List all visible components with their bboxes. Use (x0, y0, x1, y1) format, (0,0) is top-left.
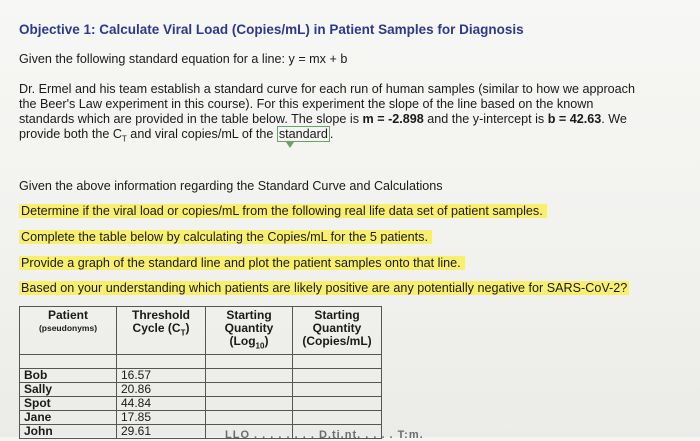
table-header-row (20, 307, 382, 355)
para-line-3-b: and the y-intercept is (423, 112, 548, 126)
header-sq-copies-3: (Copies/mL) (302, 334, 372, 348)
task-4-highlight: Based on your understanding which patients are likely positive are any potentially negative for SARS-CoV-2? (21, 281, 628, 295)
cut-off-text: LLO . . . . . . . . D.ti.nt. . . . . T:m. (225, 429, 424, 441)
header-patient-label: Patient (47, 308, 88, 322)
para-line-4 (19, 127, 333, 147)
header-patient-sub: (pseudonyms) (38, 323, 98, 333)
header-sq-log-3-text: (Log (229, 334, 256, 348)
table-spacer-row (20, 355, 382, 369)
table-row (20, 383, 382, 397)
patient-name: Sally (20, 383, 117, 397)
equation-line (19, 52, 347, 67)
ct-subscript: T (121, 134, 127, 144)
header-sq-log-1: Starting (226, 308, 272, 322)
task-3 (19, 256, 465, 271)
para-line-4-end: . (329, 127, 334, 141)
intercept-value: b = 42.63 (547, 112, 602, 126)
header-patient (20, 307, 117, 355)
ct-value: 16.57 (117, 369, 206, 383)
header-threshold-end: ) (185, 321, 190, 335)
task-1-highlight: Determine if the viral load or copies/mL from the following real life data set of patient samples. (19, 204, 547, 218)
patient-name: John (20, 425, 117, 439)
para-line-2: the Beer's Law experiment in this course). For this experiment the slope of the line based on the known (19, 97, 594, 111)
header-sq-copies-1: Starting (314, 308, 360, 322)
header-sq-log-2: Quantity (224, 321, 274, 335)
header-sq-log (206, 307, 293, 355)
para-line-3-a: standards which are provided in the table below. The slope is (19, 112, 363, 126)
task-4 (19, 281, 629, 296)
patient-name: Spot (20, 397, 117, 411)
header-sq-log-3 (210, 335, 288, 352)
para-line-3-d: . We (601, 112, 627, 126)
log-cell[interactable] (206, 383, 293, 397)
task-3-highlight: Provide a graph of the standard line and plot the patient samples onto that line. (19, 256, 465, 270)
ct-value: 20.86 (117, 383, 206, 397)
copies-cell[interactable] (293, 411, 382, 425)
copies-cell[interactable] (293, 383, 382, 397)
given-above-line: Given the above information regarding the Standard Curve and Calculations (19, 179, 443, 193)
log-cell[interactable] (206, 369, 293, 383)
table-row (20, 397, 382, 411)
header-threshold-2-text: Cycle (C (132, 321, 181, 335)
header-sq-log-end: ) (264, 334, 269, 348)
task-1 (19, 204, 547, 219)
task-2 (19, 230, 432, 245)
copies-cell[interactable] (293, 369, 382, 383)
task-2-highlight: Complete the table below by calculating the Copies/mL for the 5 patients. (19, 230, 432, 244)
page-title: Objective 1: Calculate Viral Load (Copies/mL) in Patient Samples for Diagnosis (19, 22, 524, 37)
ct-value: 17.85 (117, 411, 206, 425)
header-sq-copies (293, 307, 382, 355)
para-line-4-b: and viral copies/mL of the (126, 127, 277, 141)
equation-text: Given the following standard equation for a line: y = mx + b (19, 52, 348, 66)
header-threshold (117, 307, 206, 355)
header-threshold-1: Threshold (131, 308, 190, 322)
ct-value: 29.61 (117, 425, 206, 439)
table-row (20, 369, 382, 383)
copies-cell[interactable] (293, 397, 382, 411)
header-threshold-2 (121, 322, 201, 339)
log-cell[interactable] (206, 397, 293, 411)
table-row (20, 411, 382, 425)
ct-value: 44.84 (117, 397, 206, 411)
patient-table (19, 306, 382, 439)
patient-name: Bob (20, 369, 117, 383)
header-sq-log-sub: 10 (255, 341, 265, 351)
patient-name: Jane (20, 411, 117, 425)
para-line-1: Dr. Ermel and his team establish a standard curve for each run of human samples (similar to how we approach (19, 82, 635, 96)
log-cell[interactable] (206, 411, 293, 425)
header-threshold-sub: T (180, 328, 186, 338)
para-line-4-a: provide both the C (19, 127, 122, 141)
para-line-3 (19, 112, 627, 127)
header-sq-copies-2: Quantity (312, 321, 362, 335)
comment-marked-word[interactable]: standard (278, 127, 328, 141)
slope-value: m = -2.898 (362, 112, 424, 126)
